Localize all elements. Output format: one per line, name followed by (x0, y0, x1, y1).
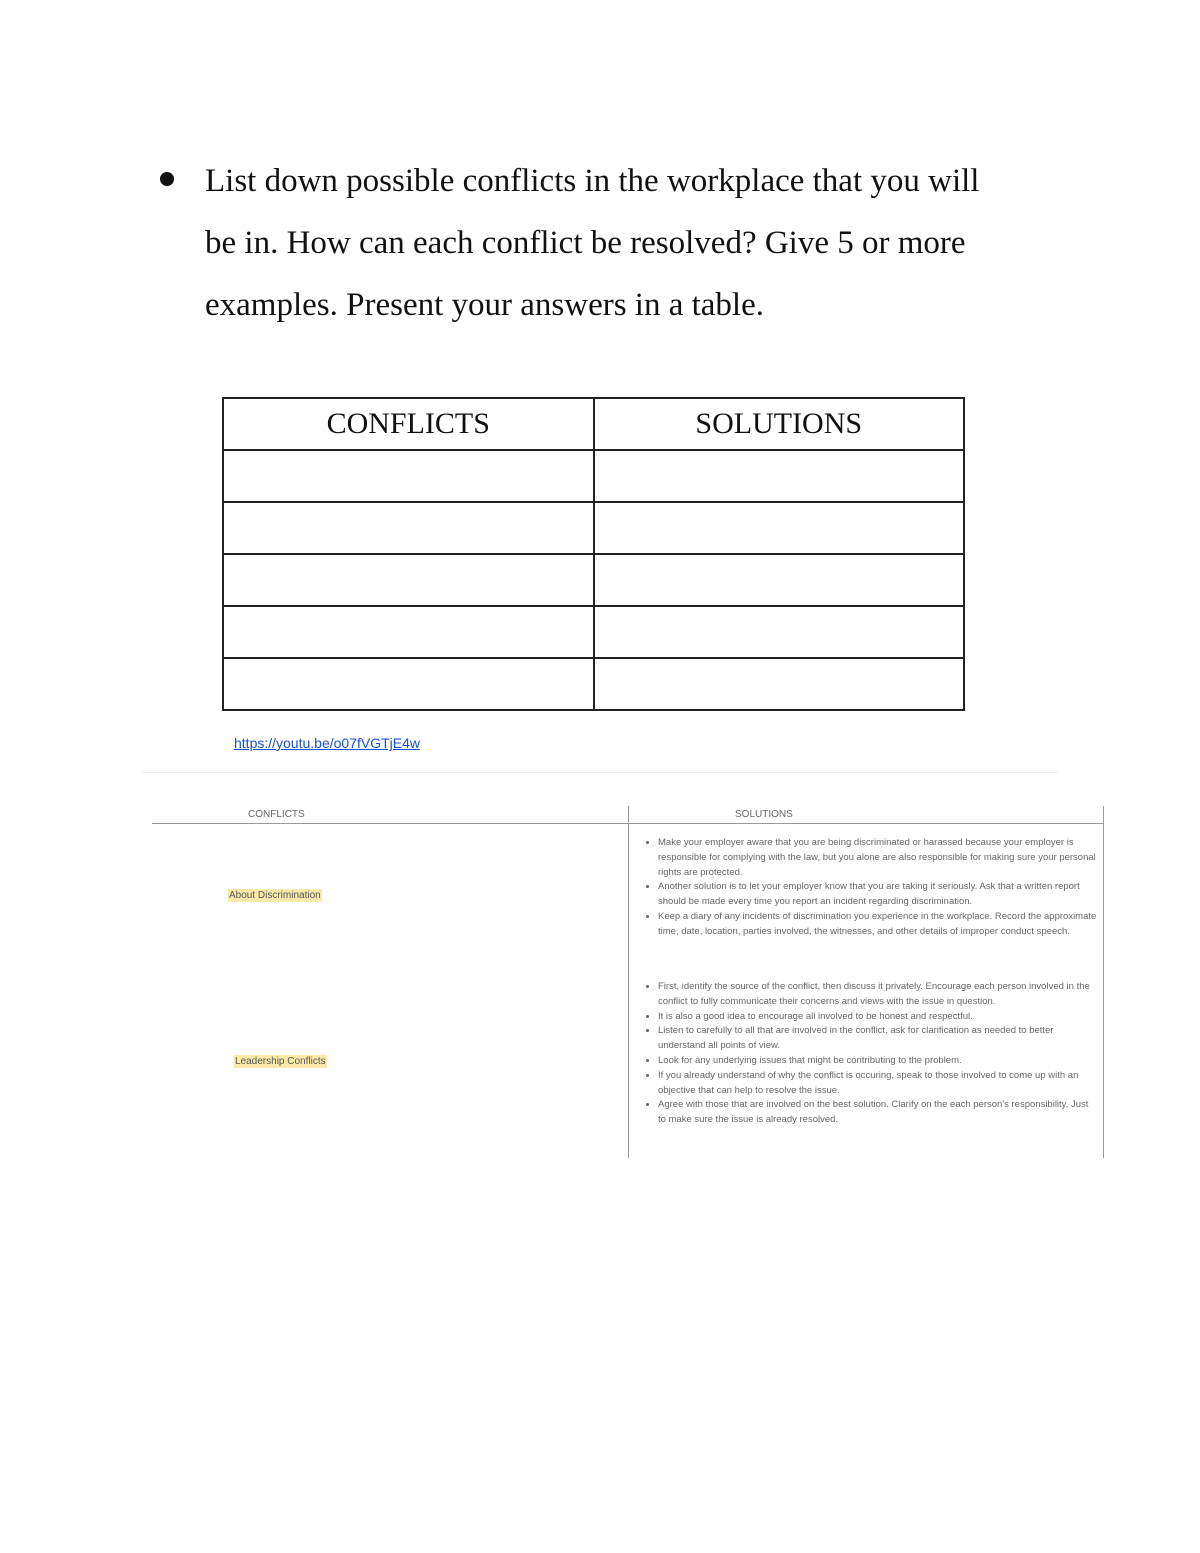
table-header-row (223, 398, 964, 450)
list-item: • If you already understand of why the conflict is occuring, speak to those involved to come up with an objective that can help to resolve the issue. (658, 1069, 1098, 1099)
list-item: • Keep a diary of any incidents of discrimination you experience in the workplace. Record the approximate time, date, location, parties involved, the witnesses, and other details of improper conduct speech. (658, 910, 1098, 940)
list-item: • First, identify the source of the conflict, then discuss it privately. Encourage each person involved in the conflict to fully communicate their concerns and views with the issue in question. (658, 980, 1098, 1010)
table-row (223, 450, 964, 502)
solutions-column (628, 806, 1104, 1158)
empty-cell[interactable] (223, 502, 594, 554)
blank-answer-table (222, 397, 965, 711)
empty-cell[interactable] (594, 606, 965, 658)
assignment-prompt (160, 150, 980, 336)
prompt-text: List down possible conflicts in the workplace that you will be in. How can each conflict be resolved? Give 5 or more examples. Present your answers in a table. (205, 163, 980, 323)
list-item: • Listen to carefully to all that are involved in the conflict, ask for clarification as needed to better understand all points of view. (658, 1024, 1098, 1054)
header-conflicts: CONFLICTS (223, 398, 594, 450)
empty-cell[interactable] (223, 554, 594, 606)
empty-cell[interactable] (594, 502, 965, 554)
empty-cell[interactable] (594, 658, 965, 710)
solution-list-discrimination (633, 836, 1098, 940)
list-item: • Agree with those that are involved on the best solution. Clarify on the each person's responsibility. Just to make sure the issue is already resolved. (658, 1098, 1098, 1128)
answer-header-solutions-label: SOLUTIONS (735, 809, 793, 820)
solution-list-leadership (633, 980, 1098, 1128)
list-item: • Look for any underlying issues that might be contributing to the problem. (658, 1054, 1098, 1069)
table-row (223, 554, 964, 606)
video-link[interactable]: https://youtu.be/o07fVGTjE4w (234, 735, 420, 751)
answer-table (152, 806, 1102, 1158)
answer-header-conflicts-label: CONFLICTS (248, 809, 305, 820)
list-item: • Another solution is to let your employer know that you are taking it seriously. Ask that a written report should be made every time you report an incident regarding discrimination. (658, 880, 1098, 910)
divider (142, 772, 1058, 773)
empty-cell[interactable] (594, 554, 965, 606)
conflict-label-discrimination: About Discrimination (229, 890, 321, 901)
empty-cell[interactable] (223, 606, 594, 658)
bullet-icon (160, 172, 174, 186)
empty-cell[interactable] (594, 450, 965, 502)
empty-cell[interactable] (223, 450, 594, 502)
table-row (223, 658, 964, 710)
answer-header-conflicts (152, 806, 628, 824)
empty-cell[interactable] (223, 658, 594, 710)
answer-header-solutions (629, 806, 1103, 824)
table-row (223, 606, 964, 658)
table-row (223, 502, 964, 554)
header-solutions: SOLUTIONS (594, 398, 965, 450)
list-item: • It is also a good idea to encourage all involved to be honest and respectful. (658, 1010, 1098, 1025)
conflict-label-leadership: Leadership Conflicts (235, 1056, 326, 1067)
list-item: • Make your employer aware that you are being discriminated or harassed because your employer is responsible for complying with the law, but you alone are also responsible for making sure your personal rights are protected. (658, 836, 1098, 880)
